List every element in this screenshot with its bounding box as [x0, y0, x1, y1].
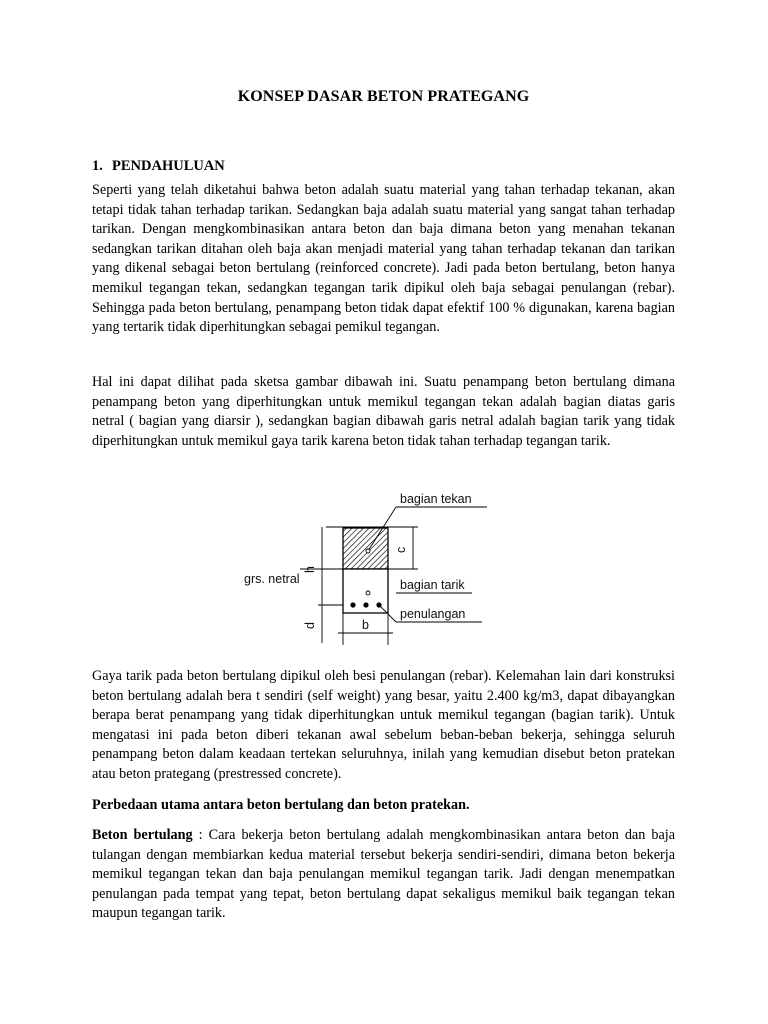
compression-centroid-marker — [366, 549, 370, 553]
cross-section-diagram — [242, 485, 502, 645]
label-d: d — [303, 622, 317, 629]
label-bagian-tarik: bagian tarik — [400, 578, 465, 592]
label-penulangan: penulangan — [400, 607, 466, 621]
label-grs-netral: grs. netral — [244, 572, 300, 586]
rebar-2 — [363, 602, 368, 607]
section-heading — [92, 158, 225, 175]
tension-centroid-marker — [366, 591, 370, 595]
paragraph-beton-bertulang-body: : Cara bekerja beton bertulang adalah mengkombinasikan antara beton dan baja tulangan dengan membiarkan kedua material tersebut bekerja sendiri-sendiri, dimana beton bekerja memikul tegangan tekan dan baja penulangan memikul tegangan tarik. Jadi dengan menempatkan penulangan pada tempat yang tepat, beton bertulang dapat sekaligus memikul baik tegangan tekan maupun tegangan tarik. — [92, 827, 675, 922]
label-b: b — [362, 618, 369, 632]
paragraph-sketch-description: Hal ini dapat dilihat pada sketsa gambar dibawah ini. Suatu penampang beton bertulang dimana penampang beton yang diperhitungkan untuk memikul tegangan tekan adalah bagian diatas garis netral ( bagian yang diarsir ), sedangkan bagian dibawah garis netral adalah bagian tarik yang tidak diperhitungkan untuk memikul gaya tarik karena beton tidak tahan terhadap tegangan tarik. — [92, 374, 675, 449]
document-title: KONSEP DASAR BETON PRATEGANG — [237, 88, 530, 105]
rebar-1 — [350, 602, 355, 607]
compression-zone-hatched — [343, 528, 388, 569]
paragraph-beton-bertulang — [92, 826, 675, 924]
paragraph-self-weight: Gaya tarik pada beton bertulang dipikul oleh besi penulangan (rebar). Kelemahan lain dari konstruksi beton bertulang adalah bera t sendiri (self weight) yang besar, yaitu 2.400 kg/m3, dapat dibayangkan berapa berat penampang yang tidak diperhitungkan untuk memikul tegangan (bagian tarik). Untuk mengatasi ini pada beton diberi tekanan awal sebelum beban-beban bekerja, sehingga seluruh penampang beton dalam keadaan tertekan seluruhnya, inilah yang kemudian disebut beton pratekan atau beton prategang (prestressed concrete). — [92, 668, 675, 782]
label-h: h — [303, 566, 317, 573]
paragraph-introduction: Seperti yang telah diketahui bahwa beton adalah suatu material yang tahan terhadap tekanan, akan tetapi tidak tahan terhadap tarikan. Sedangkan baja adalah suatu material yang sangat tahan terhadap tarikan. Dengan mengkombinasikan antara beton dan baja dimana beton yang menahan tekanan sedangkan tarikan ditahan oleh baja akan menjadi material yang tahan terhadap tekanan dan tarikan yang dikenal sebagai beton bertulang (reinforced concrete). Jadi pada beton bertulang, beton hanya memikul tegangan tekan, sedangkan tegangan tarik dipikul oleh baja sebagai penulangan (rebar). Sehingga pada beton bertulang, penampang beton tidak dapat efektif 100 % digunakan, karena bagian yang tertarik tidak diperhitungkan sebagai pemikul tegangan. — [92, 182, 675, 336]
label-bagian-tekan: bagian tekan — [400, 492, 472, 506]
section-title: PENDAHULUAN — [112, 158, 225, 174]
label-c: c — [394, 546, 408, 553]
beam-cross-section-figure — [242, 485, 502, 645]
section-number: 1. — [92, 158, 103, 174]
subheading-differences: Perbedaan utama antara beton bertulang dan beton pratekan. — [92, 797, 470, 813]
term-beton-bertulang: Beton bertulang — [92, 827, 193, 843]
